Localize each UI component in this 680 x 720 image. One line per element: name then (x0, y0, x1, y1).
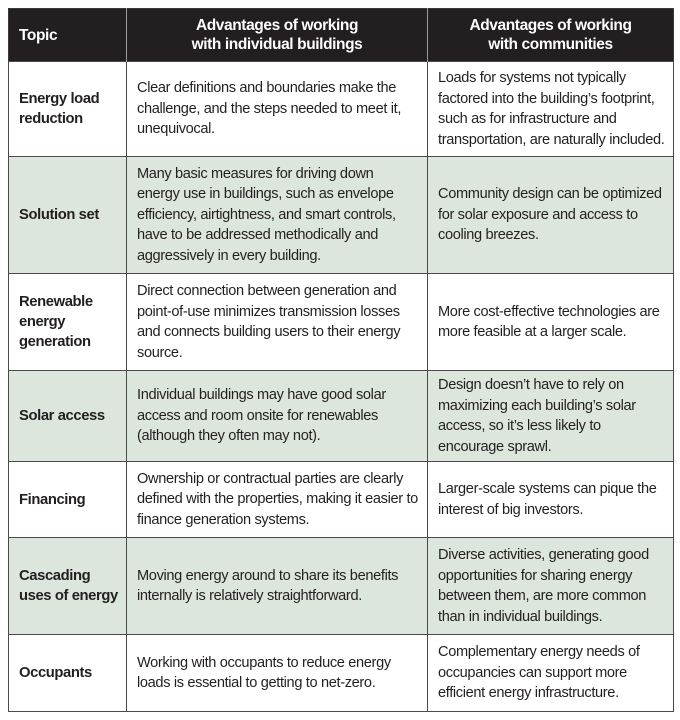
table-header-row (9, 9, 674, 62)
comparison-table-container (8, 8, 673, 712)
header-communities-line2: with communities (488, 36, 613, 53)
individual-cell: Ownership or contractual parties are clearly defined with the properties, making it easier to finance generation systems. (127, 462, 428, 538)
header-individual-line1: Advantages of working (195, 17, 359, 34)
communities-cell: Diverse activities, generating good opportunities for sharing energy between them, are more common than in individual buildings. (428, 538, 674, 635)
communities-cell: Complementary energy needs of occupancies can support more efficient energy infrastructure. (428, 635, 674, 712)
topic-cell: Cascading uses of energy (9, 538, 127, 635)
communities-cell: Loads for systems not typically factored into the building’s footprint, such as for infrastructure and transportation, are naturally included. (428, 62, 674, 157)
table-row-financing (9, 462, 674, 538)
topic-cell: Financing (9, 462, 127, 538)
table-row-renewable-energy-generation (9, 274, 674, 371)
table-row-cascading-uses-of-energy (9, 538, 674, 635)
table-row-solar-access (9, 371, 674, 462)
header-communities-line1: Advantages of working (469, 17, 632, 34)
comparison-table (8, 8, 674, 712)
table-row-occupants (9, 635, 674, 712)
header-individual-buildings (127, 9, 428, 62)
communities-cell: Community design can be optimized for solar exposure and access to cooling breezes. (428, 157, 674, 274)
communities-cell: Design doesn’t have to rely on maximizing each building’s solar access, so it’s less likely to encourage sprawl. (428, 371, 674, 462)
individual-cell: Direct connection between generation and point-of-use minimizes transmission losses and connects building users to their energy source. (127, 274, 428, 371)
individual-cell: Many basic measures for driving down energy use in buildings, such as envelope efficiency, airtightness, and smart controls, have to be addressed methodically and aggressively in every building. (127, 157, 428, 274)
table-row-solution-set (9, 157, 674, 274)
header-communities (428, 9, 674, 62)
individual-cell: Moving energy around to share its benefits internally is relatively straightforward. (127, 538, 428, 635)
communities-cell: More cost-effective technologies are more feasible at a larger scale. (428, 274, 674, 371)
header-individual-line2: with individual buildings (191, 36, 363, 53)
table-row-energy-load-reduction (9, 62, 674, 157)
communities-cell: Larger-scale systems can pique the interest of big investors. (428, 462, 674, 538)
individual-cell: Clear definitions and boundaries make the challenge, and the steps needed to meet it, unequivocal. (127, 62, 428, 157)
individual-cell: Working with occupants to reduce energy loads is essential to getting to net-zero. (127, 635, 428, 712)
topic-cell: Occupants (9, 635, 127, 712)
header-topic (9, 9, 127, 62)
topic-cell: Solar access (9, 371, 127, 462)
topic-cell: Renewable energy generation (9, 274, 127, 371)
header-topic-label: Topic (19, 26, 58, 44)
individual-cell: Individual buildings may have good solar access and room onsite for renewables (although they often may not). (127, 371, 428, 462)
topic-cell: Solution set (9, 157, 127, 274)
topic-cell: Energy load reduction (9, 62, 127, 157)
